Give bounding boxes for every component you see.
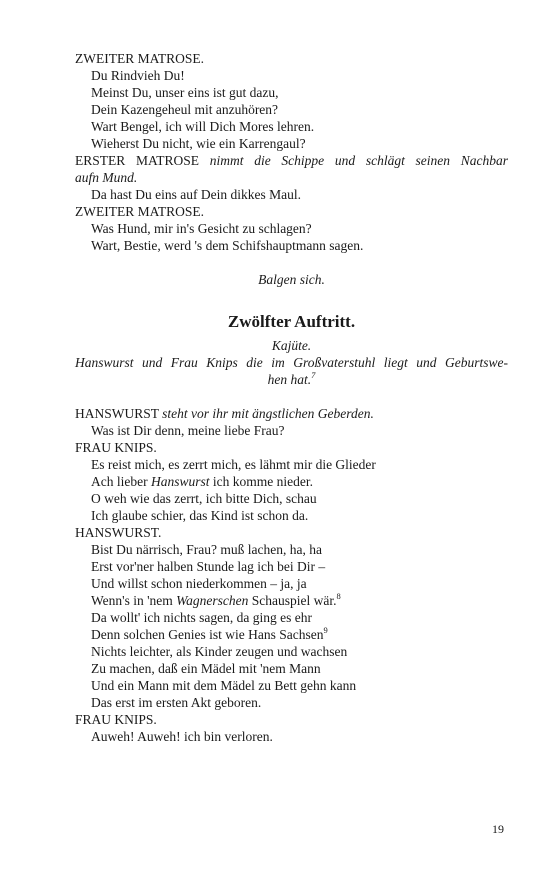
stage-direction: steht vor ihr mit ängstlichen Geberden. xyxy=(162,406,374,421)
stage-direction: aufn Mund. xyxy=(75,170,138,185)
speaker-with-stage-direction xyxy=(75,152,508,169)
speaker-with-stage-direction xyxy=(75,405,508,422)
verse-emphasis: Wagnerschen xyxy=(176,593,249,608)
verse-line: Wart Bengel, ich will Dich Mores lehren. xyxy=(91,119,315,134)
footnote-marker: 7 xyxy=(311,370,316,380)
verse-line xyxy=(75,473,508,490)
verse-line: Was Hund, mir in's Gesicht zu schlagen? xyxy=(91,221,312,236)
verse-emphasis: Hanswurst xyxy=(150,474,210,489)
speaker-name: HANSWURST xyxy=(75,406,159,421)
verse-text: ich komme nieder. xyxy=(209,474,313,489)
verse-line: Erst vor'ner halben Stunde lag ich bei Dir – xyxy=(91,559,326,574)
verse-line: Nichts leichter, als Kinder zeugen und wachsen xyxy=(91,644,348,659)
scene-description-text: Hanswurst und Frau Knips die im Großvaterstuhl liegt und Geburtswe- xyxy=(75,355,508,370)
verse-line: Und willst schon niederkommen – ja, ja xyxy=(91,576,307,591)
verse-text: Ach lieber xyxy=(91,474,151,489)
scene-description xyxy=(75,371,508,388)
verse-line: Es reist mich, es zerrt mich, es lähmt mir die Glieder xyxy=(91,457,376,472)
speaker-name: FRAU KNIPS. xyxy=(75,440,157,455)
verse-line: Da wollt' ich nichts sagen, da ging es ehr xyxy=(91,610,313,625)
scene-setting: Kajüte. xyxy=(271,338,312,353)
footnote-marker: 8 xyxy=(336,591,341,601)
verse-line: Bist Du närrisch, Frau? muß lachen, ha, ha xyxy=(91,542,322,557)
verse-line: Meinst Du, unser eins ist gut dazu, xyxy=(91,85,279,100)
scene-heading: Zwölfter Auftritt. xyxy=(227,312,356,331)
verse-line: Wart, Bestie, werd 's dem Schifshauptmann sagen. xyxy=(91,238,364,253)
verse-line xyxy=(75,592,508,609)
verse-line: Wieherst Du nicht, wie ein Karrengaul? xyxy=(91,136,306,151)
verse-line: Du Rindvieh Du! xyxy=(91,68,185,83)
verse-text: Wenn's in 'nem xyxy=(91,593,177,608)
verse-line: Ich glaube schier, das Kind ist schon da. xyxy=(91,508,309,523)
speaker-name: ERSTER MATROSE xyxy=(75,153,199,168)
speaker-name: ZWEITER MATROSE. xyxy=(75,51,204,66)
speaker-name: FRAU KNIPS. xyxy=(75,712,157,727)
stage-direction: Balgen sich. xyxy=(258,272,325,287)
verse-line: O weh wie das zerrt, ich bitte Dich, schau xyxy=(91,491,317,506)
verse-line: Da hast Du eins auf Dein dikkes Maul. xyxy=(91,187,301,202)
verse-text: Schauspiel wär. xyxy=(248,593,337,608)
verse-line: Und ein Mann mit dem Mädel zu Bett gehn kann xyxy=(91,678,357,693)
verse-line: Auweh! Auweh! ich bin verloren. xyxy=(91,729,273,744)
verse-line: Das erst im ersten Akt geboren. xyxy=(91,695,262,710)
speaker-name: ZWEITER MATROSE. xyxy=(75,204,204,219)
page-number: 19 xyxy=(492,822,504,836)
speaker-name: HANSWURST. xyxy=(75,525,162,540)
verse-line xyxy=(75,626,508,643)
verse-text: Denn solchen Genies ist wie Hans Sachsen xyxy=(91,627,324,642)
verse-line: Was ist Dir denn, meine liebe Frau? xyxy=(91,423,285,438)
stage-direction: nimmt die Schippe und schlägt seinen Nachbar xyxy=(209,153,508,168)
scene-description xyxy=(75,354,508,371)
verse-line: Dein Kazengeheul mit anzuhören? xyxy=(91,102,279,117)
page-body xyxy=(75,50,508,745)
footnote-marker: 9 xyxy=(323,625,328,635)
scene-description-text: hen hat. xyxy=(267,372,312,387)
verse-line: Zu machen, daß ein Mädel mit 'nem Mann xyxy=(91,661,321,676)
